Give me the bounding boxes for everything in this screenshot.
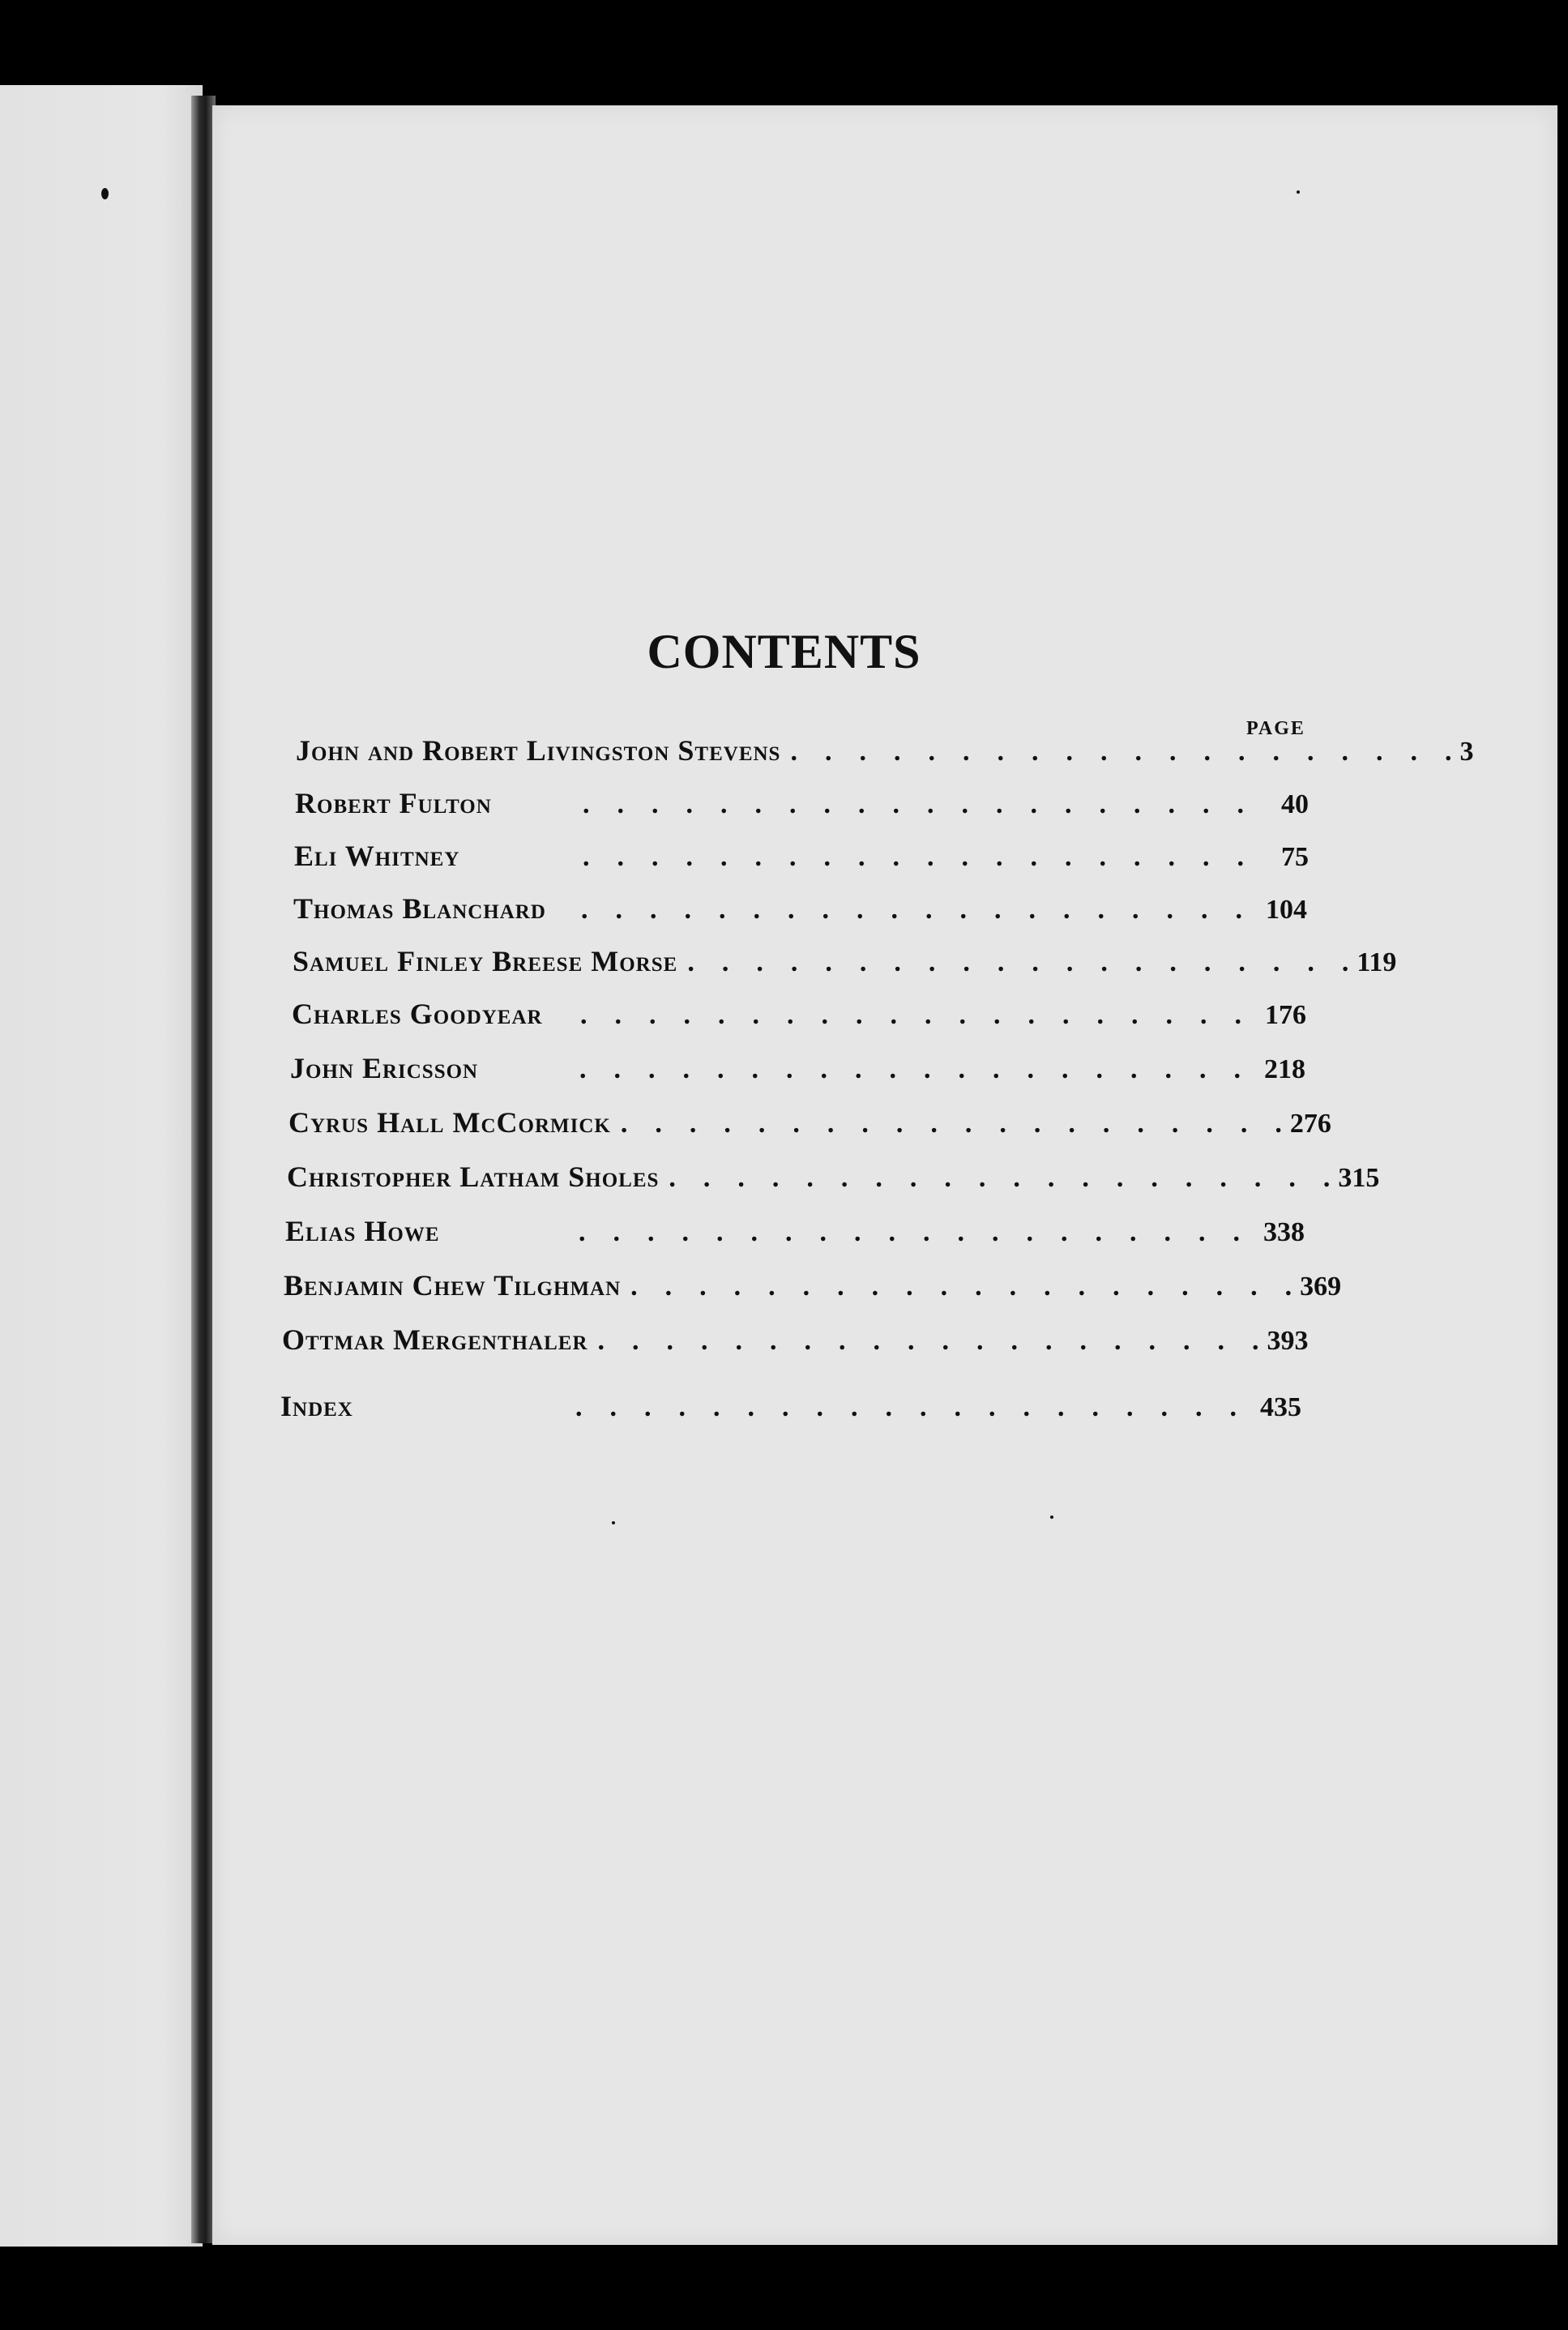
toc-entry (292, 997, 1306, 1045)
scan-speck (101, 188, 109, 199)
scan-speck (1297, 190, 1300, 194)
toc-entry-title: Charles Goodyear (292, 998, 543, 1030)
toc-entry-page: 338 (1263, 1217, 1305, 1247)
toc-entry-title: Samuel Finley Breese Morse (293, 945, 678, 977)
dot-leader: . . . . . . . . . . . . . . . . . . . . (630, 1272, 1292, 1302)
dot-leader: . . . . . . . . . . . . . . . . . . . . (620, 1109, 1282, 1139)
toc-entry-page: 276 (1289, 1109, 1331, 1139)
toc-entry-page: 119 (1357, 947, 1397, 977)
toc-entry-page: 176 (1265, 1000, 1306, 1030)
toc-entry (296, 733, 1474, 782)
dot-leader: . . . . . . . . . . . . . . . . . . . . (583, 789, 1244, 819)
toc-entry-page: 393 (1267, 1326, 1309, 1356)
scan-speck (612, 1521, 615, 1524)
toc-entry (285, 1214, 1305, 1263)
toc-entry-page: 3 (1459, 737, 1474, 767)
toc-entry-page: 369 (1300, 1272, 1342, 1302)
toc-entry (295, 786, 1309, 835)
toc-entry-page: 218 (1264, 1054, 1305, 1084)
toc-entry (280, 1389, 1301, 1438)
scan-speck (1050, 1516, 1053, 1519)
dot-leader: . . . . . . . . . . . . . . . . . . . . (687, 947, 1349, 977)
dot-leader: . . . . . . . . . . . . . . . . . . . . (583, 842, 1244, 872)
dot-leader: . . . . . . . . . . . . . . . . . . . . (575, 1392, 1237, 1422)
toc-entry-title: John and Robert Livingston Stevens (296, 734, 781, 767)
toc-entry-page: 40 (1281, 789, 1309, 819)
toc-entry-page: 104 (1266, 895, 1307, 925)
toc-entry-page: 75 (1281, 842, 1309, 872)
toc-entry-title: Benjamin Chew Tilghman (284, 1269, 622, 1302)
toc-entry-title: Robert Fulton (295, 787, 492, 819)
toc-entry (287, 1160, 1380, 1208)
toc-entry-title: John Ericsson (290, 1052, 479, 1084)
dot-leader: . . . . . . . . . . . . . . . . . . . . (790, 737, 1452, 767)
toc-entry (282, 1323, 1309, 1371)
page-title: CONTENTS (647, 625, 921, 678)
toc-entry-title: Eli Whitney (294, 840, 460, 872)
dot-leader: . . . . . . . . . . . . . . . . . . . . (579, 1054, 1241, 1084)
toc-entry-page: 435 (1260, 1392, 1301, 1422)
dot-leader: . . . . . . . . . . . . . . . . . . . . (669, 1163, 1331, 1193)
toc-entry-title: Christopher Latham Sholes (287, 1161, 660, 1193)
toc-entry-page: 315 (1338, 1163, 1380, 1193)
dot-leader: . . . . . . . . . . . . . . . . . . . . (597, 1326, 1259, 1356)
toc-entry (288, 1105, 1331, 1154)
dot-leader: . . . . . . . . . . . . . . . . . . . . (581, 895, 1242, 925)
toc-entry-title: Index (280, 1390, 353, 1422)
toc-entry (284, 1268, 1342, 1317)
toc-entry (293, 891, 1307, 940)
toc-entry-title: Thomas Blanchard (293, 892, 546, 925)
toc-entry-title: Ottmar Mergenthaler (282, 1323, 588, 1356)
scan-bottom-border (0, 2247, 1568, 2330)
toc-entry (294, 839, 1309, 887)
toc-entry (293, 944, 1397, 993)
left-page-edge (0, 85, 203, 2253)
toc-entry-title: Elias Howe (285, 1215, 440, 1247)
page-column-label: PAGE (1246, 718, 1305, 739)
dot-leader: . . . . . . . . . . . . . . . . . . . . (580, 1000, 1241, 1030)
dot-leader: . . . . . . . . . . . . . . . . . . . . (579, 1217, 1240, 1247)
toc-entry (290, 1051, 1305, 1100)
toc-entry-title: Cyrus Hall McCormick (288, 1106, 611, 1139)
